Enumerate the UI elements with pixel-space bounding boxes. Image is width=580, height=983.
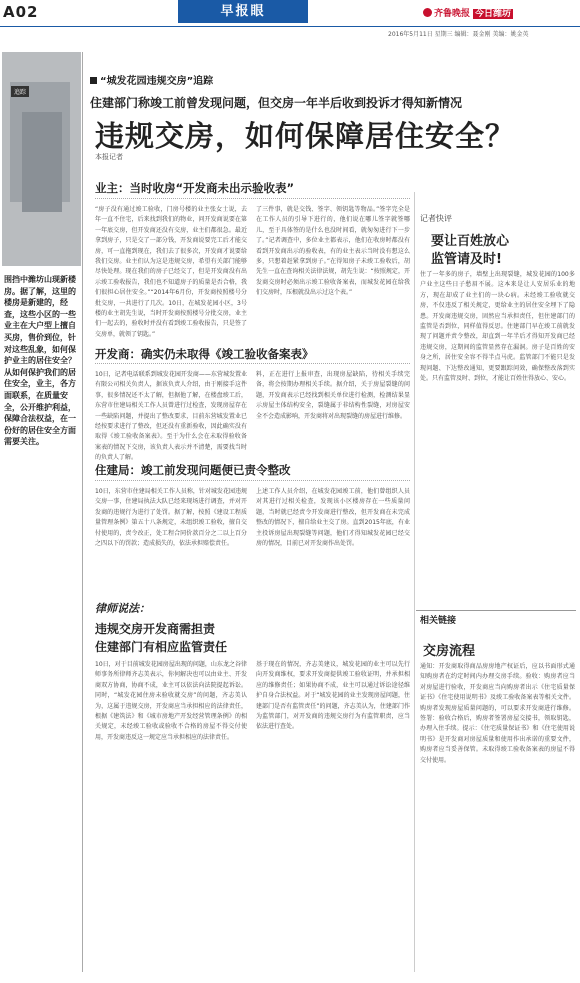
body-text: 料，正在进行上报审查，出现房屋缺陷，待相关手续完备，将会按期办理相关手续。据介绍，关于房屋裂缝的问题，开发商表示已经找到相关单位进行检测，检测结果显示房屋主体结构安全，裂缝属于非结构性裂缝，对房屋安全不会造成影响，开发商将对出现裂缝的房屋进行维修。 <box>256 371 410 420</box>
square-icon <box>90 77 97 84</box>
body-text: 10日，记者电话联系到城发花园开发商——东营城发置业有限公司相关负责人，据该负责人介绍，由于刚接手这件事，很多情况还不太了解，但据他了解，在楼盘竣工后，东营市住建局相关工作人员曾进行过检查，发现房屋存在一些缺陷问题，并提出了整改要求，目前东营城发置业已经按要求进行了整改，但还没有重新验收，因此确实没有取得《竣工验收备案表》。至于为什么会在未取得验收备案表的情况下交房，该负责人表示并不清楚，需要找当时的负责人了解。 <box>95 371 247 462</box>
link-label: 相关链接 <box>420 616 457 626</box>
rule <box>95 480 410 481</box>
link-title: 交房流程 <box>423 644 476 659</box>
page-number: A02 <box>3 3 39 21</box>
section-prefix: 住建局： <box>95 463 141 477</box>
left-column <box>2 52 81 972</box>
comment-title-2: 监管请及时! <box>431 252 502 267</box>
section-title: 当时收房“开发商未出示验收表” <box>129 181 295 195</box>
rule <box>95 198 410 199</box>
headline: 违规交房，如何保障居住安全？ <box>95 119 516 153</box>
comment-title-1: 要让百姓放心 <box>431 234 510 249</box>
section-heading-1 <box>95 180 294 196</box>
body-text: 10日，对于目前城发花园房屋出现的问题，山东龙之谷律师事务所律师齐志美表示，你何解决也可以由业主、开发商双方协商，协商不成，业主可以依法向法院提起诉讼。同时，“城发花园住房未验收就交房”的问题，齐志美认为，这属于违规交房，开发商应当承担相应的法律责任，根据《建筑法》和《城市房地产开发经营管理条例》的相关规定，未经竣工验收或验收不合格的房屋不得交付使用，开发商违反这一规定应当承担相应的法律责任。 <box>95 661 247 741</box>
section-prefix: 业主： <box>95 181 130 195</box>
link-rule <box>416 610 576 611</box>
photo-tag: 追踪 <box>11 86 29 97</box>
header-rule <box>0 26 580 27</box>
photo-caption: 围挡中潍坊山现新楼房。据了解，这里的楼房是新建的，经查，这些小区的一些业主在大户型上擅自买房，售价到位，针对这些乱象，如何保护业主的居住安全？从如何保护我们的居住安全，业主，各方面联系，在质量安全，公开维护利益，保障合法权益，在一份好的居住安全方面需要关注。 <box>4 275 76 447</box>
link-text: 通知：开发商取得商品房房地产权证后，应以书面形式通知购房者在约定时间内办理交房手续。验收：购房者应当对房屋进行验收，开发商应当向购房者出示《住宅质量保证书》《住宅使用说明书》及竣工验收备案表等相关文件。购房者发现房屋质量问题的，可以要求开发商进行维修。签署：验收合格后，购房者签署房屋交接书，领取钥匙，办理入住手续。提示：《住宅质量保证书》和《住宅使用说明书》是开发商对房屋质量和使用作出承诺的重要文件，购房者应当妥善保管。未取得竣工验收备案表的房屋不得交付使用。 <box>420 663 575 764</box>
photo-building-2 <box>22 112 62 212</box>
paper-logo <box>423 6 575 20</box>
paper-name: 齐鲁晚报 <box>434 9 471 19</box>
rule <box>95 363 410 364</box>
body-text: “房子没有通过竣工验收，门房号楼的业主张女士说，去年一直不住宅，后来找到我们的物业，问开发商说要在第一年底交房，但开发商还没有交房，业主们都很急。最近拿到房子，只是交了一部分钱，开发商说要完工后才能交房，可一直拖到现在，我们去了很多次，开发商才说要给我们交房。业主们认为这是违规交房，希望有关部门能够尽快处理。现在我们的房子已经交了，但是开发商没有出示竣工验收报告，我们也不知道房子的质量是否合格，我们很担心居住安全。”“2014年6月份，开发商按照楼号分批交房，一共进行了几次。10日，在城发花园小区，3号楼的业主胡先生说，当时开发商按照楼号分批交房，业主们一起去的，验收时并没有看到竣工验收报告，只是签了交房单，就领了钥匙。” <box>95 206 247 338</box>
kicker <box>90 72 213 87</box>
section-title: 确实仍未取得《竣工验收备案表》 <box>141 347 314 361</box>
comment-label: 记者快评 <box>420 214 452 223</box>
comment-text: 住了一年多的房子，墙壁上出现裂缝，城发花园的100多户业主这些日子愁眉不展。这本来是让人安居乐业的地方，现在却成了业主们的一块心病。未经竣工验收就交房，不仅违反了相关规定，更给业主的居住安全埋下了隐患。开发商违规交房，固然应当承担责任，但住建部门的监管是否到位，同样值得反思。住建部门早在竣工前就发现了问题并责令整改，却直到一年半后才得知开发商已经违规交房，这期间的监管显然存在漏洞。房子是百姓的安身之所，居住安全容不得半点马虎。监管部门不能只是发现问题、下达整改通知，更要跟踪问效，确保整改落到实处。只有监管及时、到位，才能让百姓住得放心、安心。 <box>420 271 575 383</box>
body-text: 10日，东营市住建局相关工作人员称，针对城发花园违规交房一事，住建局执法大队已经来现场进行调查，并对开发商的违规行为进行了处罚。据了解，按照《建设工程质量管理条例》第五十八条规定，未组织竣工验收，擅自交付使用的，责令改正，处工程合同价款百分之二以上百分之四以下的罚款；造成损失的，依法承担赔偿责任。 <box>95 488 247 548</box>
section-heading-3 <box>95 462 291 478</box>
section-prefix: 开发商： <box>95 347 141 361</box>
body-text: 基于现在的情况，齐志美建议，城发花园的业主可以先行向开发商维权，要求开发商提供竣工验收证明，并承担相应的维修责任；如果协商不成，业主可以通过诉讼途径维护自身合法权益。对于“城发花园的业主发现房屋问题，住建部门是否有监管责任”的问题，齐志美认为，住建部门作为监管部门，对开发商的违规交房行为有监管职责，应当依法进行查处。 <box>256 661 410 731</box>
paper-tag: 今日潍坊 <box>475 9 512 19</box>
kicker-text: “城发花园违规交房”追踪 <box>100 76 214 87</box>
logo-icon <box>423 8 432 17</box>
column-divider <box>414 192 415 972</box>
section-title: 竣工前发现问题便已责令整改 <box>141 463 291 477</box>
section-heading-2 <box>95 346 314 362</box>
issue-meta: 2016年5月11日 星期三 编辑：聂金刚 美编：姚金英 <box>388 31 529 38</box>
body-text: 了三件事，就是交钱、签字、领钥匙等物品。”签字完全是在工作人员的引导下进行的，他们说在哪儿签字就签哪儿，至于具体签的是什么也没时间看，就匆匆进行下一步了。”记者调查中，多位业主都表示，他们在收房时都没有看到开发商出示的验收表，有的业主表示当时没有想这么多，只想着赶紧拿到房子。”在得知房子未竣工验收后，胡先生一直在查询相关法律法规，胡先生说：“按照规定，开发商交房时必须出示竣工验收备案表，而城发花园在给我们交房时，压根就没出示过这个表。” <box>256 206 410 297</box>
section-banner: 早报眼 <box>178 0 308 23</box>
subtitle: 住建部门称竣工前曾发现问题，但交房一年半后收到投诉才得知新情况 <box>90 96 463 110</box>
lawyer-title-1: 违规交房开发商需担责 <box>95 622 216 636</box>
column-divider <box>82 52 83 972</box>
page-header <box>0 0 580 26</box>
body-text: 上述工作人员介绍，在城发花园竣工前，他们曾组织人员对其进行过相关检查，发现该小区楼房存在一些质量问题，当时就已经责令开发商进行整改，但开发商在未完成整改的情况下，擅自给业主交了房。直到2015年底，有业主投诉房屋出现裂缝等问题，他们才得知城发花园已经交房的情况，目前已对开发商作出处罚。 <box>256 488 410 548</box>
news-photo <box>2 52 81 266</box>
lawyer-title-2: 住建部门有相应监管责任 <box>95 640 228 654</box>
lawyer-label: 律师说法： <box>95 602 150 615</box>
byline: 本报记者 <box>95 153 123 161</box>
